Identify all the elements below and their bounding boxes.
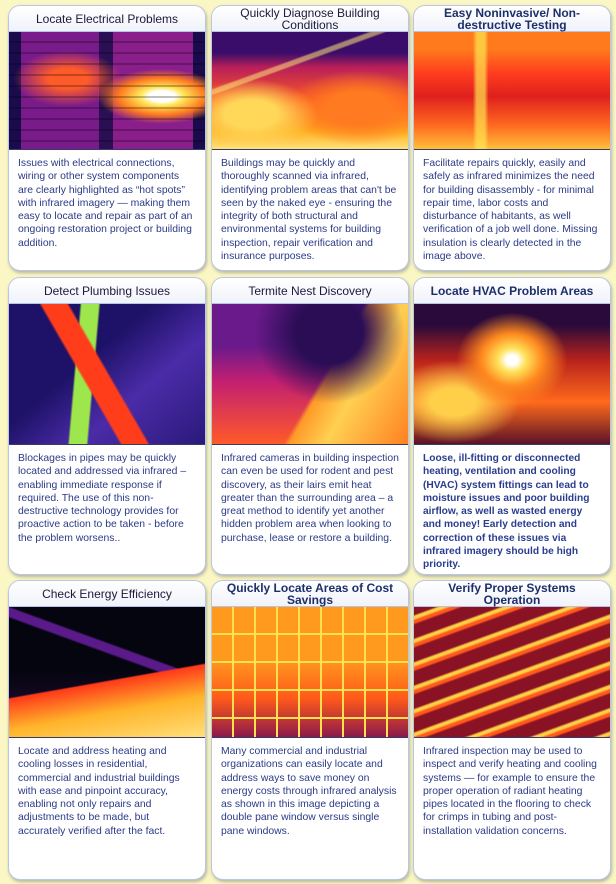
card-title: Termite Nest Discovery <box>212 278 408 304</box>
thermal-electrical-panel-image <box>9 32 205 150</box>
thermal-hvac-ducts-image <box>414 304 610 445</box>
thermal-roof-image <box>9 607 205 738</box>
thermal-floor-heating-image <box>414 607 610 738</box>
card-title: Quickly Diagnose Building Conditions <box>212 6 408 32</box>
card-description: Blockages in pipes may be quickly located and addressed via infrared – enabling immediate response if required. The use of this non-destructive technology provides for proactive action to be taken - before the problem worsens.. <box>18 453 187 544</box>
card-title: Locate HVAC Problem Areas <box>414 278 610 304</box>
card-description: Infrared cameras in building inspection can even be used for rodent and pest discovery, as their lairs emit heat greater than the surrounding area – a great method to identify yet another hidden problem area when looking to purchase, lease or restore a building. <box>221 453 399 544</box>
card-noninvasive-testing <box>413 5 611 271</box>
card-description: Facilitate repairs quickly, easily and safely as infrared minimizes the need for building disassembly - for minimal repair time, labor costs and disturbance of habitants, as well verification of a job well done. Missing insulation is clearly detected in the image above. <box>423 158 598 263</box>
thermal-house-image <box>212 32 408 150</box>
card-energy-efficiency <box>8 580 206 880</box>
card-description: Loose, ill-fitting or disconnected heating, ventilation and cooling (HVAC) system fittings can lead to moisture issues and poor building airflow, as well as wasted energy and money! Early detection and correction of these issues via infrared imagery should be high priority. <box>423 453 590 571</box>
card-description: Locate and address heating and cooling losses in residential, commercial and industrial buildings with ease and pinpoint accuracy, enabling not only repairs and adjustments to be made, but accurately verified after the fact. <box>18 746 180 837</box>
card-title: Quickly Locate Areas of Cost Savings <box>212 581 408 607</box>
thermal-windows-image <box>212 607 408 738</box>
thermal-wall-corner-image <box>212 304 408 445</box>
card-electrical <box>8 5 206 271</box>
card-description: Infrared inspection may be used to inspect and verify heating and cooling systems — for example to ensure the proper operation of radiant heating pipes located in the flooring to check for crimps in tubing and post-installation validation concerns. <box>423 746 597 837</box>
card-title: Detect Plumbing Issues <box>9 278 205 304</box>
thermal-wall-insulation-image <box>414 32 610 150</box>
card-plumbing <box>8 277 206 575</box>
card-title: Verify Proper Systems Operation <box>414 581 610 607</box>
card-title: Check Energy Efficiency <box>9 581 205 607</box>
card-description: Issues with electrical connections, wiring or other system components are clearly highlighted as “hot spots” with infrared imagery — making them easy to locate and repair as part of an ongoing restoration project or building addition. <box>18 158 193 249</box>
card-cost-savings <box>211 580 409 880</box>
card-termite <box>211 277 409 575</box>
card-systems-operation <box>413 580 611 880</box>
card-title: Easy Noninvasive/ Non-destructive Testing <box>414 6 610 32</box>
thermal-pipe-image <box>9 304 205 445</box>
card-description: Buildings may be quickly and thoroughly scanned via infrared, identifying problem areas that can't be seen by the naked eye - ensuring the integrity of both structural and environmental systems for building inspection, repair verification and insurance purposes. <box>221 158 397 263</box>
card-title: Locate Electrical Problems <box>9 6 205 32</box>
card-building-conditions <box>211 5 409 271</box>
card-description: Many commercial and industrial organizations can easily locate and address ways to save money on energy costs through infrared analysis as shown in this image depicting a double pane window versus single pane windows. <box>221 746 397 837</box>
card-hvac <box>413 277 611 575</box>
